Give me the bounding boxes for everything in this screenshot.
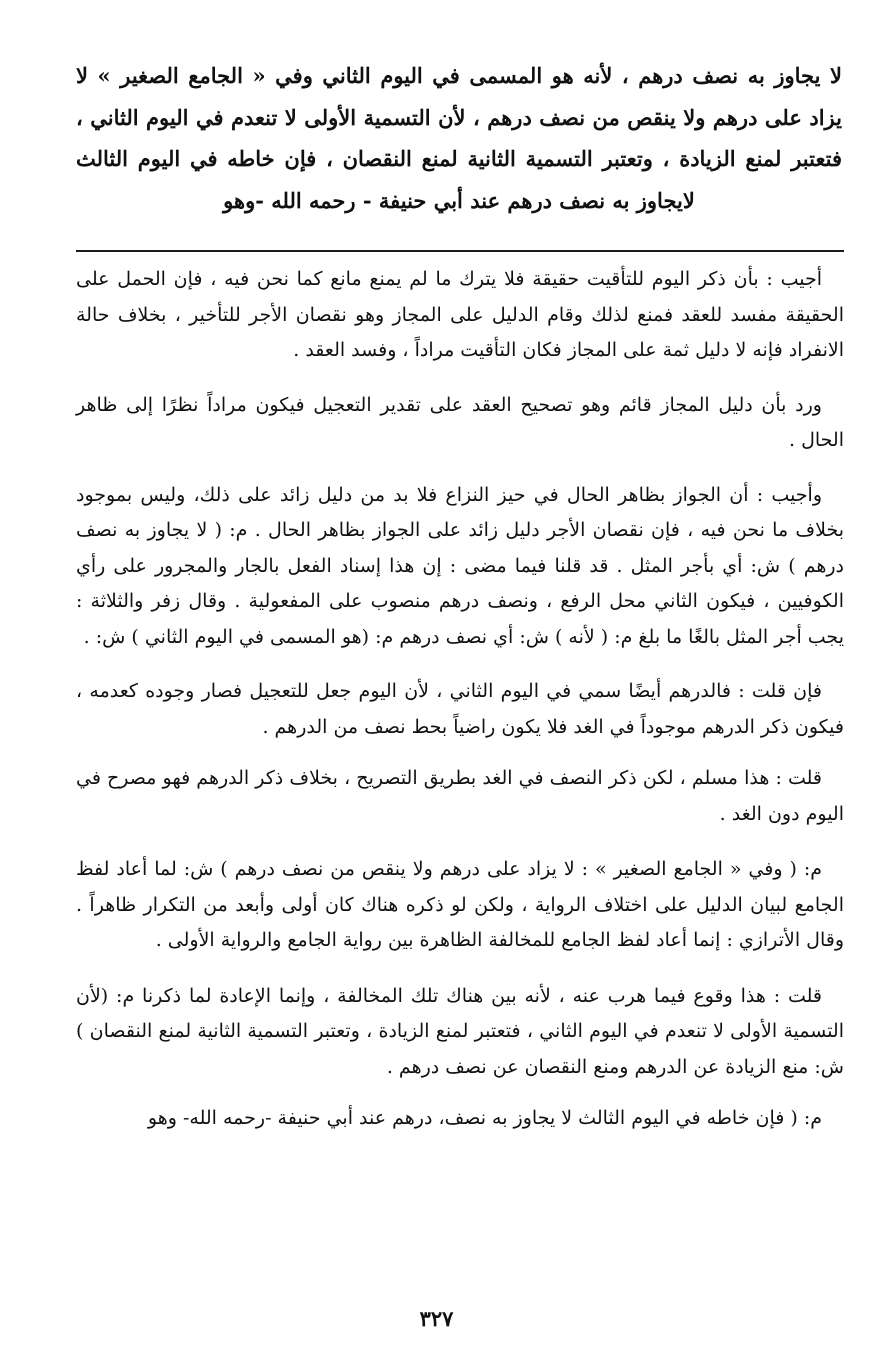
commentary-paragraph: م: ( وفي « الجامع الصغير » : لا يزاد على درهم ولا ينقص من نصف درهم ) ش: لما أعاد لفظ الجامع لبيان الدليل على اختلاف الرواية ، ولكن لو ذكره هناك كان أولى وأبعد من التكرار ظاهراً . وقال الأترازي : إنما أعاد لفظ الجامع للمخالفة الظاهرة بين رواية الجامع والرواية الأولى .	[76, 858, 844, 951]
commentary-block	[76, 262, 844, 1137]
commentary-paragraph: أجيب : بأن ذكر اليوم للتأقيت حقيقة فلا يترك ما لم يمنع مانع كما نحن فيه ، فإن الحمل على الحقيقة مفسد للعقد فمنع لذلك وقام الدليل على المجاز وهو نقصان الأجر للتأخير ، بخلاف حالة الانفراد فإنه لا دليل ثمة على المجاز فكان التأقيت مراداً ، وفسد العقد .	[76, 268, 844, 361]
separator-rule	[76, 250, 844, 252]
page-number: ٣٢٧	[419, 1306, 454, 1331]
commentary-paragraph: قلت : هذا وقوع فيما هرب عنه ، لأنه بين هناك تلك المخالفة ، وإنما الإعادة لما ذكرنا م: (لأن التسمية الأولى لا تنعدم في اليوم الثاني ، فتعتبر لمنع الزيادة ، وتعتبر التسمية الثانية لمنع النقصان ) ش: منع الزيادة عن الدرهم ومنع النقصان عن نصف درهم .	[76, 984, 844, 1078]
commentary-paragraph: فإن قلت : فالدرهم أيضًا سمي في اليوم الثاني ، لأن اليوم جعل للتعجيل فصار وجوده كعدمه ، فيكون ذكر الدرهم موجوداً في الغد فلا يكون راضياً بحط نصف من الدرهم .	[76, 680, 844, 738]
matn-block	[76, 55, 842, 221]
commentary-paragraph: وأجيب : أن الجواز بظاهر الحال في حيز النزاع فلا بد من دليل زائد على ذلك، وليس بموجود بخلاف ما نحن فيه ، فإن نقصان الأجر دليل زائد على الجواز بظاهر الحال . م: ( لا يجاوز به نصف درهم ) ش: أي بأجر المثل . قد قلنا فيما مضى : إن هذا إسناد الفعل بالجار والمجرور على رأي الكوفيين ، فيكون الثاني محل الرفع ، ونصف درهم منصوب على المفعولية . وقال زفر والثلاثة : يجب أجر المثل بالغًا ما بلغ م: ( لأنه ) ش: أي نصف درهم م: (هو المسمى في اليوم الثاني ) ش: .	[76, 483, 844, 648]
commentary-paragraph: ورد بأن دليل المجاز قائم وهو تصحيح العقد على تقدير التعجيل فيكون مراداً نظرًا إلى ظاهر الحال .	[76, 393, 844, 451]
commentary-paragraph: قلت : هذا مسلم ، لكن ذكر النصف في الغد بطريق التصريح ، بخلاف ذكر الدرهم فهو مصرح في اليوم دون الغد .	[76, 767, 844, 825]
commentary-paragraph: م: ( فإن خاطه في اليوم الثالث لا يجاوز به نصف، درهم عند أبي حنيفة -رحمه الله- وهو	[147, 1107, 822, 1129]
matn-text: لا يجاوز به نصف درهم ، لأنه هو المسمى في اليوم الثاني وفي « الجامع الصغير » لا يزاد على درهم ولا ينقص من نصف درهم ، لأن التسمية الأولى لا تنعدم في اليوم الثاني ، فتعتبر لمنع الزيادة ، وتعتبر التسمية الثانية لمنع النقصان ، فإن خاطه في اليوم الثالث لايجاوز به نصف درهم عند أبي حنيفة - رحمه الله -وهو	[76, 63, 842, 213]
